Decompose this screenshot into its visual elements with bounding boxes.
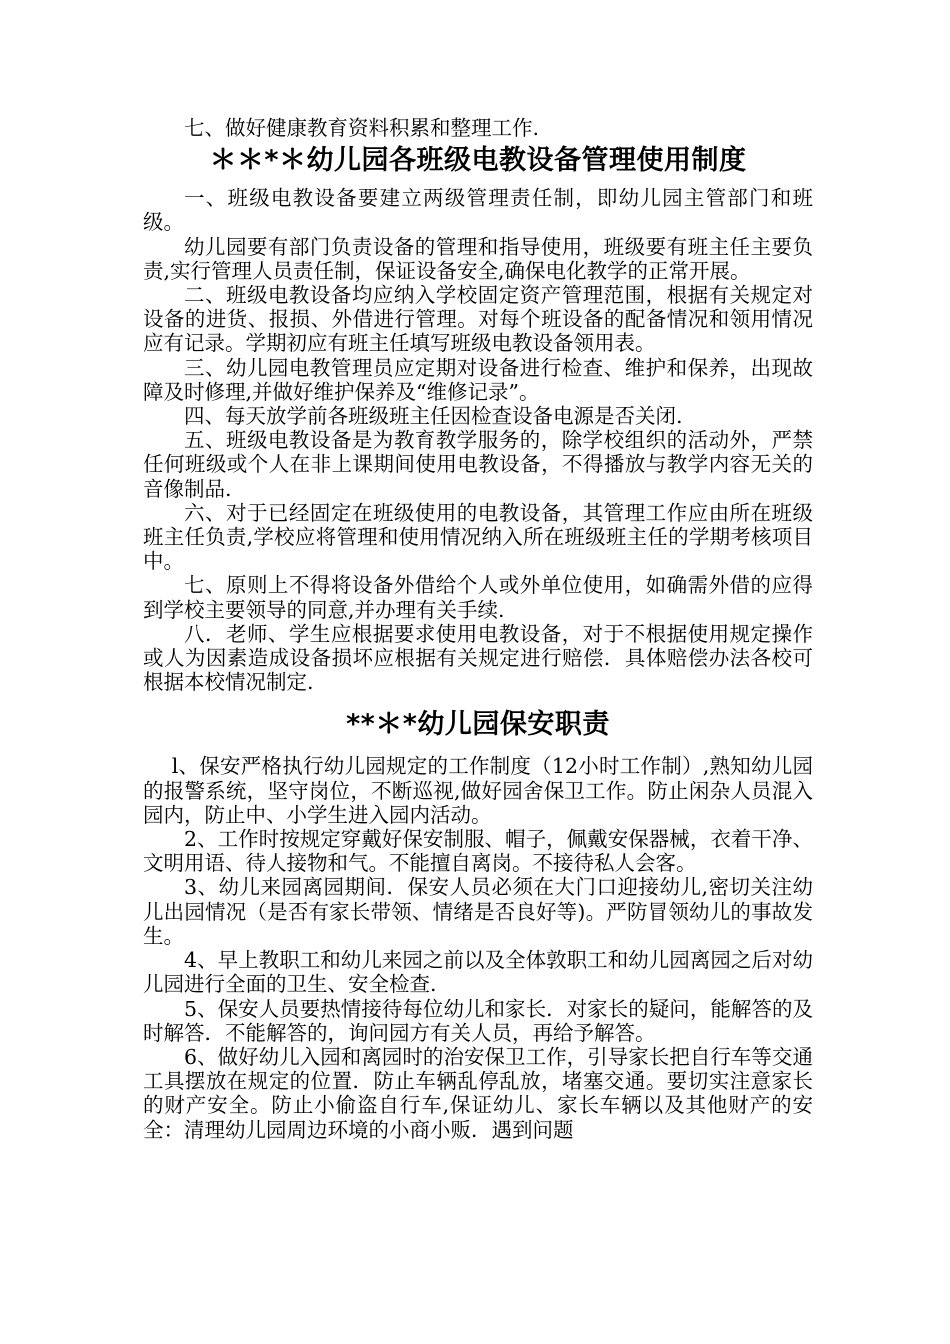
section-av-equipment	[143, 186, 813, 694]
section-title-security-duties: **＊*幼儿园保安职责	[346, 709, 610, 741]
paragraph: 七、原则上不得将设备外借给个人或外单位使用，如确需外借的应得到学校主要领导的同意,并办理有关手续.	[143, 573, 813, 622]
paragraph: 五、班级电教设备是为教育教学服务的，除学校组织的活动外，严禁任何班级或个人在非上课期间使用电教设备，不得播放与教学内容无关的音像制品.	[143, 428, 813, 501]
paragraph: 一、班级电教设备要建立两级管理责任制，即幼儿园主管部门和班级。	[143, 186, 813, 235]
paragraph: 2、工作时按规定穿戴好保安制服、帽子，佩戴安保器械，衣着干净、文明用语、待人接物和气。不能擅自离岗。不接待私人会客。	[143, 827, 813, 876]
intro-line: 七、做好健康教育资料积累和整理工作.	[184, 116, 540, 140]
paragraph: 6、做好幼儿入园和离园时的治安保卫工作，引导家长把自行车等交通工具摆放在规定的位置．防止车辆乱停乱放，堵塞交通。要切实注意家长的财产安全。防止小偷盗自行车,保证幼儿、家长车辆以及其他财产的安全：清理幼儿园周边环境的小商小贩．遇到问题	[143, 1044, 813, 1142]
paragraph: 四、每天放学前各班级班主任因检查设备电源是否关闭.	[184, 404, 683, 429]
paragraph: l、保安严格执行幼儿园规定的工作制度（12小时工作制）,熟知幼儿园的报警系统，坚守岗位，不断巡视,做好园舍保卫工作。防止闲杂人员混入园内，防止中、小学生进入园内活动。	[143, 754, 813, 827]
section-title-av-equipment: ＊＊*＊幼儿园各班级电教设备管理使用制度	[209, 145, 747, 177]
paragraph: 5、保安人员要热情接待每位幼儿和家长．对家长的疑问，能解答的及时解答．不能解答的，询问园方有关人员，再给予解答。	[143, 996, 813, 1045]
document-page	[143, 116, 813, 1142]
paragraph: 3、幼儿来园离园期间．保安人员必须在大门口迎接幼儿,密切关注幼儿出园情况（是否有家长带领、情绪是否良好等)。严防冒领幼儿的事故发生。	[143, 875, 813, 948]
paragraph: 二、班级电教设备均应纳入学校固定资产管理范围，根据有关规定对设备的进货、报损、外借进行管理。对每个班设备的配备情况和领用情况应有记录。学期初应有班主任填写班级电教设备领用表。	[143, 283, 813, 356]
paragraph: 幼儿园要有部门负责设备的管理和指导使用，班级要有班主任主要负责,实行管理人员责任制，保证设备安全,确保电化教学的正常开展。	[143, 234, 813, 283]
paragraph: 六、对于已经固定在班级使用的电教设备，其管理工作应由所在班级班主任负责,学校应将管理和使用情况纳入所在班级班主任的学期考核项目中。	[143, 500, 813, 574]
paragraph: 4、早上教职工和幼儿来园之前以及全体敦职工和幼儿园离园之后对幼儿园进行全面的卫生、安全检查.	[143, 948, 813, 997]
paragraph: 八．老师、学生应根据要求使用电教设备，对于不根据使用规定操作或人为因素造成设备损坏应根据有关规定进行赔偿．具体赔偿办法各校可根据本校情况制定.	[143, 621, 813, 695]
paragraph: 三、幼儿园电教管理员应定期对设备进行检查、维护和保养，出现故障及时修理,并做好维护保养及“维修记录”。	[143, 355, 813, 404]
section-security-duties	[143, 754, 813, 1141]
